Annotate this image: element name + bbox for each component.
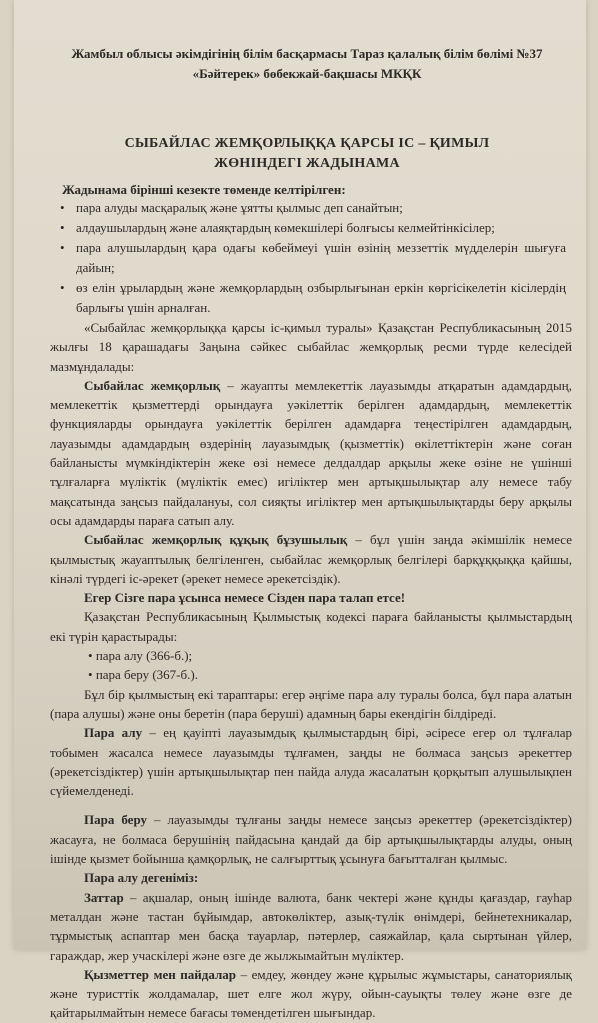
definition-corruption: [50, 376, 572, 530]
term-things: Заттар: [84, 889, 124, 905]
term-corruption: Сыбайлас жемқорлық: [84, 377, 221, 393]
definition-services: [50, 965, 572, 1023]
definition-text: – ең қауіпті лауазымдық қылмыстардың бірі, әсіресе егер ол тұлғалар тобымен жасалса немесе лауазымды тұлғамен, заңды не болмаса заңсыз әрекеттер (әрекетсіздіктер) үшін артықшылықтар пен пайда алуда жасалатын қорқытып алушылықпен сүйемелденеді.: [50, 725, 572, 799]
term-giving-bribe: Пара беру: [84, 812, 148, 828]
definition-offense: [50, 530, 572, 588]
bribe-heading: Пара алу дегеніміз:: [84, 870, 199, 886]
header-line-2: «Бәйтерек» бөбекжай-бақшасы МКҚК: [192, 66, 422, 81]
definition-giving-bribe: [50, 810, 572, 868]
intro-paragraph: «Сыбайлас жемқорлыққа қарсы іс-қимыл туралы» Қазақстан Республикасының 2015 жылғы 18 қарашадағы Заңына сәйкес сыбайлас жемқорлық ресми түрде келесідей мазмұндалады:: [50, 320, 572, 374]
definition-text: – емдеу, жөндеу және құрылыс жұмыстары, санаториялық және туристтік жолдамалар, шет елге жол жүру, ойын-сауықты төлеу және өзге де қайтарылмайтын немесе бағасы төмендетілген шығындар.: [50, 966, 572, 1021]
definition-taking-bribe: [50, 723, 572, 800]
criminal-code-paragraph: Қазақстан Республикасының Қылмыстық кодексі параға байланысты қылмыстардың екі түрін қарастырады:: [50, 609, 572, 644]
header-line-1: Жамбыл облысы әкімдігінің білім басқармасы Тараз қалалық білім бөлімі №37: [71, 46, 543, 61]
document-header: [44, 44, 570, 84]
memo-bullet-list: [60, 198, 566, 318]
criminal-code-item: • пара беру (367-б.).: [88, 665, 572, 684]
definition-text: – жауапты мемлекеттік лауазымды атқаратын адамдардың, мемлекеттік қызметтерді орындауға уәкілеттік берілген адамдардың, мемлекеттік функцияларды орындауға уәкілеттік берілген адамдарға теңестірілген адамдардың, лауазымды адамдардың өздерінің лауазымдық (қызметтік) өкілеттіктерін және соған байланысты мүмкіндіктерін жеке өзі немесе делдалдар арқылы жеке өзіне не үшінші тұлғаларға мүліктік (мүліктік емес) игіліктер мен артықшылықтар алу немесе табу мақсатында заңсыз пайдалануы, сол сияқты игіліктер мен артықшылықтарды беру арқылы осы адамдарды параға сатып алу.: [50, 377, 572, 528]
document-body: [50, 318, 572, 1023]
document-page: [14, 0, 586, 1021]
term-taking-bribe: Пара алу: [84, 725, 143, 741]
memo-bullet: • өз елін ұрылардың және жемқорлардың озбырлығынан еркін көргісікелетін кісілердің барлығы үшін арналған.: [60, 278, 566, 318]
document-title: [44, 134, 570, 174]
definition-text: – лауазымды тұлғаны заңды немесе заңсыз әрекеттер (әрекетсіздіктер) жасауға, не болмаса берушінің пайдасына қандай да бір артықшылықтарды алуды, оның ішінде қызмет бойынша қамқорлық, не салғырттық ұсынуға бағытталған қылмыс.: [50, 812, 572, 867]
memo-bullet: • алдаушылардың және алаяқтардың көмекшілері болғысы келмейтінкісілер;: [60, 218, 566, 238]
term-offense: Сыбайлас жемқорлық құқық бұзушылық: [84, 532, 348, 548]
title-line-1: СЫБАЙЛАС ЖЕМҚОРЛЫҚҚА ҚАРСЫ ІС – ҚИМЫЛ: [124, 136, 490, 151]
title-line-2: ЖӨНІНДЕГІ ЖАДЫНАМА: [214, 156, 400, 171]
definition-text: – бұл үшін заңда әкімшілік немесе қылмыстық жауаптылық белгіленген, сыбайлас жемқорлық белгілері барқұққыққа қайшы, кінәлі түрдегі іс-әрекет (әрекет немесе әрекетсіздік).: [50, 532, 572, 586]
memo-bullet: • пара алуды масқаралық және ұятты қылмыс деп санайтын;: [60, 198, 566, 218]
sides-paragraph: Бұл бір қылмыстың екі тараптары: егер әңгіме пара алу туралы болса, бұл пара алатын (пара алушы) және оны беретін (пара беруші) адамның бары екендігін білдіреді.: [50, 686, 572, 721]
definition-text: – ақшалар, оның ішінде валюта, банк чектері және құнды қағаздар, гауһар металдан және тастан бұйымдар, автокөліктер, азық-түлік өнімдері, бейнетехникалар, тұрмыстық аспаптар мен басқа тауарлар, пәтерлер, саяжайлар, қала сыртынан үйлер, гараждар, жер учаскілері және өзге де жылжымайтын мүліктер.: [50, 889, 572, 963]
memo-lead: Жадынама бірінші кезекте төменде келтірілген:: [62, 182, 346, 197]
term-services: Қызметтер мен пайдалар: [84, 966, 236, 982]
definition-things: [50, 888, 572, 965]
criminal-code-item: • пара алу (366-б.);: [88, 646, 572, 665]
question-heading: Егер Сізге пара ұсынса немесе Сізден пара талап етсе!: [84, 590, 406, 606]
criminal-code-list: [50, 646, 572, 685]
memo-bullet: • пара алушылардың қара одағы көбеймеуі үшін өзінің меззеттік мүдделерін шығуға дайын;: [60, 238, 566, 278]
